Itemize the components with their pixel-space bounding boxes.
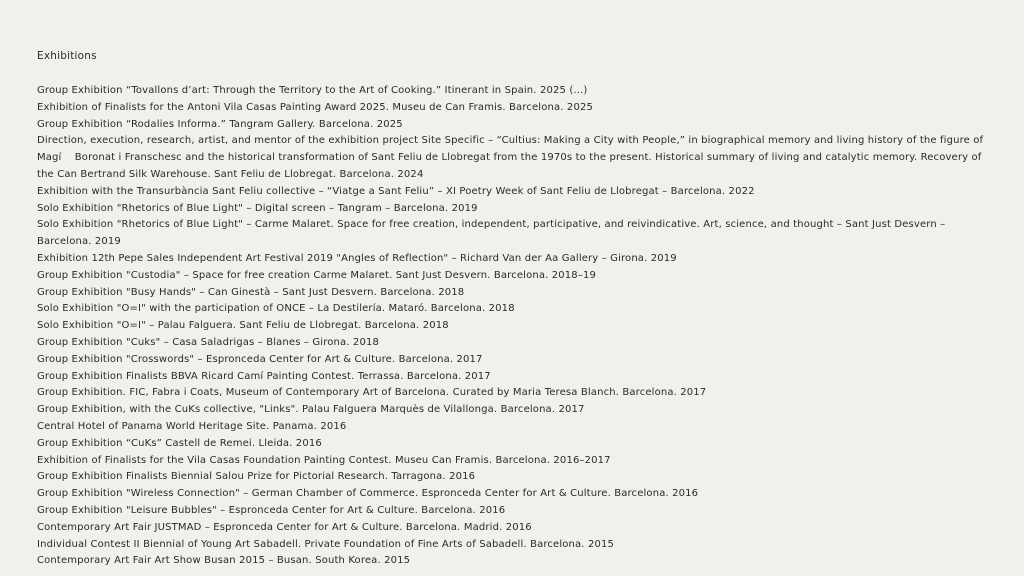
list-item: Exhibition of Finalists for the Antoni Vila Casas Painting Award 2025. Museu de Can Framis. Barcelona. 2025 (37, 101, 593, 113)
list-item: Group Exhibition "Crosswords" – Espronceda Center for Art & Culture. Barcelona. 2017 (37, 353, 483, 365)
list-item: Solo Exhibition "Rhetorics of Blue Light" – Carme Malaret. Space for free creation, independent, participative, and reivindicative. Art, science, and thought – Sant Just Desvern – Barcelona. 2019 (37, 219, 946, 248)
list-item: Group Exhibition “Tovallons d’art: Through the Territory to the Art of Cooking.” Itinerant in Spain. 2025 (...) (37, 85, 588, 96)
list-item: Solo Exhibition "Rhetorics of Blue Light" – Digital screen – Tangram – Barcelona. 2019 (37, 202, 478, 214)
list-item: Group Exhibition "Cuks" – Casa Saladrigas – Blanes – Girona. 2018 (37, 336, 379, 348)
list-item: Exhibition with the Transurbància Sant Feliu collective – “Viatge a Sant Feliu” – XI Poetry Week of Sant Feliu de Llobregat – Barcelona. 2022 (37, 185, 755, 197)
list-item: Group Exhibition Finalists BBVA Ricard Camí Painting Contest. Terrassa. Barcelona. 2017 (37, 370, 491, 382)
exhibitions-list (37, 83, 992, 570)
list-item: Solo Exhibition "O=I" with the participation of ONCE – La Destilería. Mataró. Barcelona. 2018 (37, 303, 515, 315)
list-item: Contemporary Art Fair JUSTMAD – Espronceda Center for Art & Culture. Barcelona. Madrid. 2016 (37, 521, 532, 533)
list-item: Group Exhibition. FIC, Fabra i Coats, Museum of Contemporary Art of Barcelona. Curated by Maria Teresa Blanch. Barcelona. 2017 (37, 387, 707, 399)
list-item: Group Exhibition “Rodalies Informa.” Tangram Gallery. Barcelona. 2025 (37, 118, 403, 130)
list-item: Group Exhibition "Custodia" – Space for free creation Carme Malaret. Sant Just Desvern. Barcelona. 2018–19 (37, 269, 596, 281)
list-item: Central Hotel of Panama World Heritage Site. Panama. 2016 (37, 420, 347, 432)
list-item: Group Exhibition "Busy Hands" – Can Ginestà – Sant Just Desvern. Barcelona. 2018 (37, 286, 465, 298)
list-item: Individual Contest II Biennial of Young Art Sabadell. Private Foundation of Fine Arts of Sabadell. Barcelona. 2015 (37, 538, 615, 550)
list-item: Exhibition of Finalists for the Vila Casas Foundation Painting Contest. Museu Can Framis. Barcelona. 2016–2017 (37, 454, 611, 466)
list-item: Group Exhibition Finalists Biennial Salou Prize for Pictorial Research. Tarragona. 2016 (37, 471, 476, 483)
section-title: Exhibitions (37, 50, 97, 62)
list-item: Group Exhibition "Leisure Bubbles" – Espronceda Center for Art & Culture. Barcelona. 2016 (37, 504, 506, 516)
list-item: Group Exhibition, with the CuKs collective, "Links". Palau Falguera Marquès de Vilallonga. Barcelona. 2017 (37, 404, 585, 416)
list-item: Solo Exhibition "O=I" – Palau Falguera. Sant Feliu de Llobregat. Barcelona. 2018 (37, 320, 449, 332)
list-item: Exhibition 12th Pepe Sales Independent Art Festival 2019 "Angles of Reflection" – Richard Van der Aa Gallery – Girona. 2019 (37, 252, 677, 264)
list-item: Group Exhibition "Wireless Connection" – German Chamber of Commerce. Espronceda Center for Art & Culture. Barcelona. 2016 (37, 488, 699, 500)
list-item: Direction, execution, research, artist, and mentor of the exhibition project Site Specific – “Cultius: Making a City with People,” in biographical memory and living history of the figure of Magí Boronat i Franschesc and the historical transformation of Sant Feliu de Llobregat from the 1970s to the present. Historical summary of living and catalytic memory. Recovery of the Can Bertrand Silk Warehouse. Sant Feliu de Llobregat. Barcelona. 2024 (37, 135, 984, 180)
list-item: Group Exhibition “CuKs” Castell de Remei. Lleida. 2016 (37, 437, 322, 449)
list-item: Contemporary Art Fair Art Show Busan 2015 – Busan. South Korea. 2015 (37, 555, 411, 567)
